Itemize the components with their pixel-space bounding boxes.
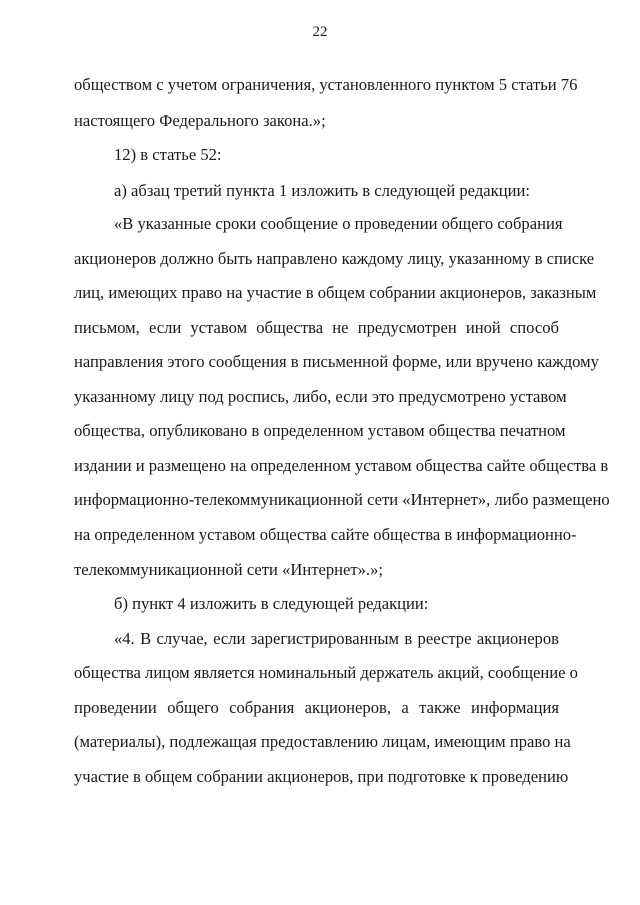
text-line: проведении общего собрания акционеров, а также информация [74,698,559,717]
text-line: участие в общем собрании акционеров, при подготовке к проведению [74,767,569,786]
text-line: лиц, имеющих право на участие в общем собрании акционеров, заказным [74,283,597,302]
text-line: б) пункт 4 изложить в следующей редакции: [114,594,429,613]
text-line: издании и размещено на определенном уставом общества сайте общества в [74,456,609,475]
text-line: направления этого сообщения в письменной форме, или вручено каждому [74,352,599,371]
text-line: указанному лицу под роспись, либо, если это предусмотрено уставом [74,387,567,406]
page-number: 22 [312,24,328,40]
text-line: а) абзац третий пункта 1 изложить в следующей редакции: [114,181,530,200]
text-line: информационно-телекоммуникационной сети «Интернет», либо размещено [74,490,610,509]
text-line: акционеров должно быть направлено каждому лицу, указанному в списке [74,249,595,268]
text-line: обществом с учетом ограничения, установленного пунктом 5 статьи 76 [74,75,578,94]
text-line: на определенном уставом общества сайте общества в информационно- [74,525,577,544]
text-line: общества, опубликовано в определенном уставом общества печатном [74,421,566,440]
text-line: настоящего Федерального закона.»; [74,111,326,130]
text-line: общества лицом является номинальный держатель акций, сообщение о [74,663,578,682]
text-line: «В указанные сроки сообщение о проведении общего собрания [114,214,563,233]
text-line: письмом, если уставом общества не предусмотрен иной способ [74,318,559,337]
text-line: (материалы), подлежащая предоставлению лицам, имеющим право на [74,732,571,751]
text-line: 12) в статье 52: [114,145,222,164]
text-line: телекоммуникационной сети «Интернет».»; [74,560,383,579]
text-line: «4. В случае, если зарегистрированным в реестре акционеров [114,629,559,648]
